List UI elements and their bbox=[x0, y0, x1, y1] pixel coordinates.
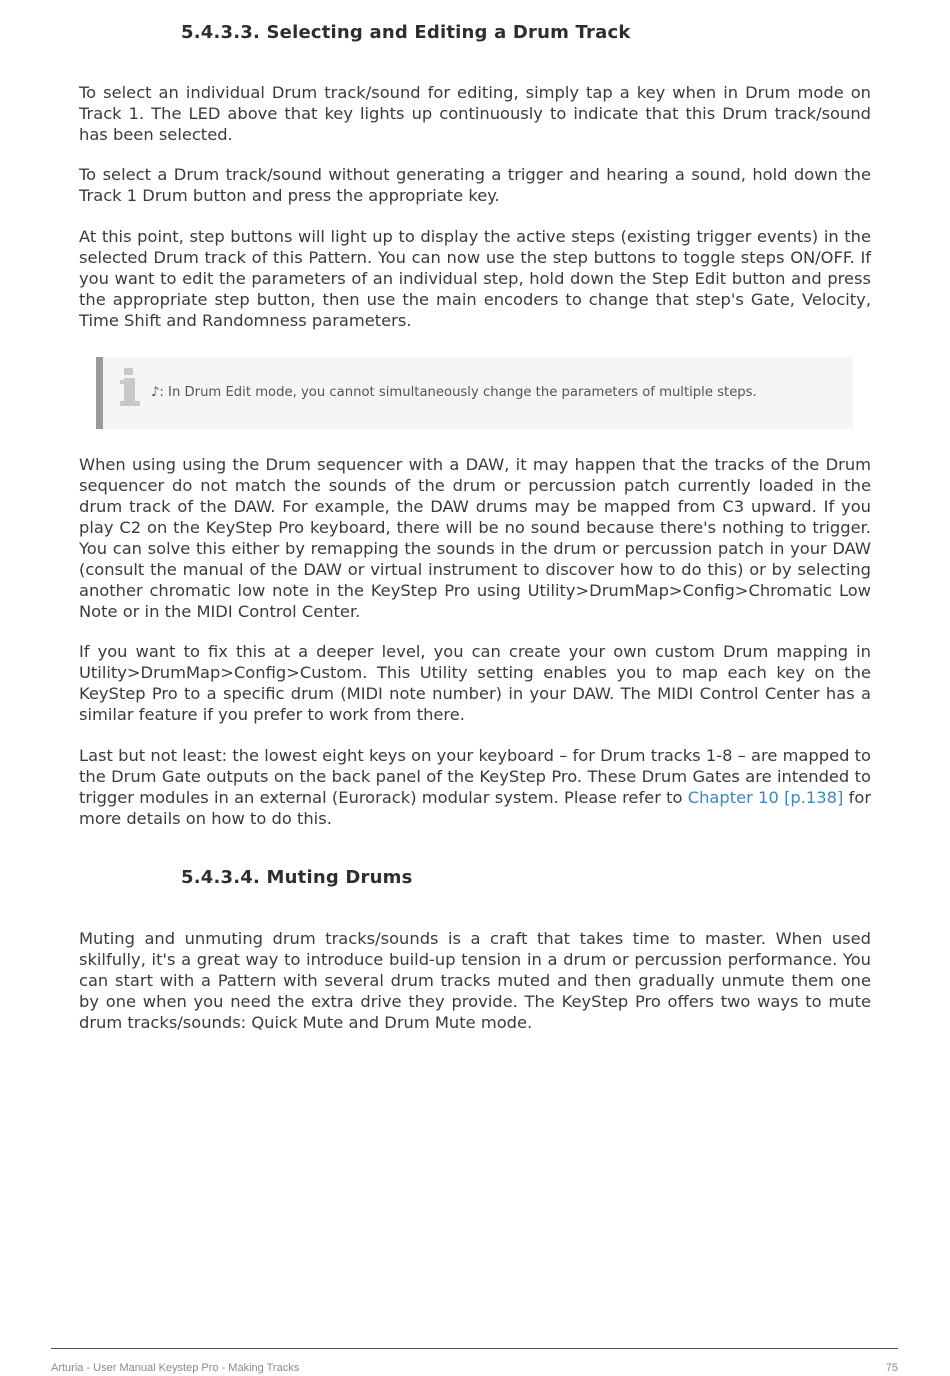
footer-title: Arturia - User Manual Keystep Pro - Making Tracks bbox=[51, 1362, 300, 1374]
paragraph-drum-gates bbox=[79, 745, 871, 829]
info-icon bbox=[120, 368, 140, 408]
paragraph-select-without-trigger: To select a Drum track/sound without generating a trigger and hearing a sound, hold down the Track 1 Drum button and press the appropriate key. bbox=[79, 165, 871, 205]
section-heading-muting-drums: 5.4.3.4. Muting Drums bbox=[181, 867, 413, 888]
section-heading-selecting-editing: 5.4.3.3. Selecting and Editing a Drum Track bbox=[181, 22, 631, 43]
paragraph-muting: Muting and unmuting drum tracks/sounds is a craft that takes time to master. When used skilfully, it's a great way to introduce build-up tension in a drum or percussion performance. You can start with a Pattern with several drum tracks muted and then gradually unmute them one by one when you need the extra drive they provide. The KeyStep Pro offers two ways to mute drum tracks/sounds: Quick Mute and Drum Mute mode. bbox=[79, 929, 871, 1032]
note-box bbox=[96, 357, 853, 429]
paragraph-daw-mapping: When using using the Drum sequencer with a DAW, it may happen that the tracks of the Drum sequencer do not match the sounds of the drum or percussion patch currently loaded in the drum track of the DAW. For example, the DAW drums may be mapped from C3 upward. If you play C2 on the KeyStep Pro keyboard, there will be no sound because there's nothing to trigger. You can solve this either by remapping the sounds in the drum or percussion patch in your DAW (consult the manual of the DAW or virtual instrument to discover how to do this) or by selecting another chromatic low note in the KeyStep Pro using Utility>DrumMap>Config>Chromatic Low Note or in the MIDI Control Center. bbox=[79, 455, 871, 621]
drum-gates-text-end: for more details on how to do this. bbox=[79, 788, 872, 828]
footer-divider bbox=[51, 1348, 898, 1349]
paragraph-custom-mapping: If you want to fix this at a deeper level, you can create your own custom Drum mapping in Utility>DrumMap>Config>Custom. This Utility setting enables you to map each key on the KeyStep Pro to a specific drum (MIDI note number) in your DAW. The MIDI Control Center has a similar feature if you prefer to work from there. bbox=[79, 642, 871, 724]
page-number: 75 bbox=[885, 1362, 898, 1374]
note-text: ♪: In Drum Edit mode, you cannot simultaneously change the parameters of multiple steps. bbox=[151, 385, 757, 400]
paragraph-select-track: To select an individual Drum track/sound for editing, simply tap a key when in Drum mode on Track 1. The LED above that key lights up continuously to indicate that this Drum track/sound has been selected. bbox=[79, 83, 871, 144]
chapter-10-link[interactable]: Chapter 10 [p.138] bbox=[687, 788, 844, 807]
drum-gates-text: Last but not least: the lowest eight keys on your keyboard – for Drum tracks 1-8 – are mapped to the Drum Gate outputs on the back panel of the KeyStep Pro. These Drum Gates are intended to trigger modules in an external (Eurorack) modular system. Please refer to bbox=[79, 746, 871, 807]
paragraph-step-buttons: At this point, step buttons will light up to display the active steps (existing trigger events) in the selected Drum track of this Pattern. You can now use the step buttons to toggle steps ON/OFF. If you want to edit the parameters of an individual step, hold down the Step Edit button and press the appropriate step button, then use the main encoders to change that step's Gate, Velocity, Time Shift and Randomness parameters. bbox=[79, 227, 871, 330]
